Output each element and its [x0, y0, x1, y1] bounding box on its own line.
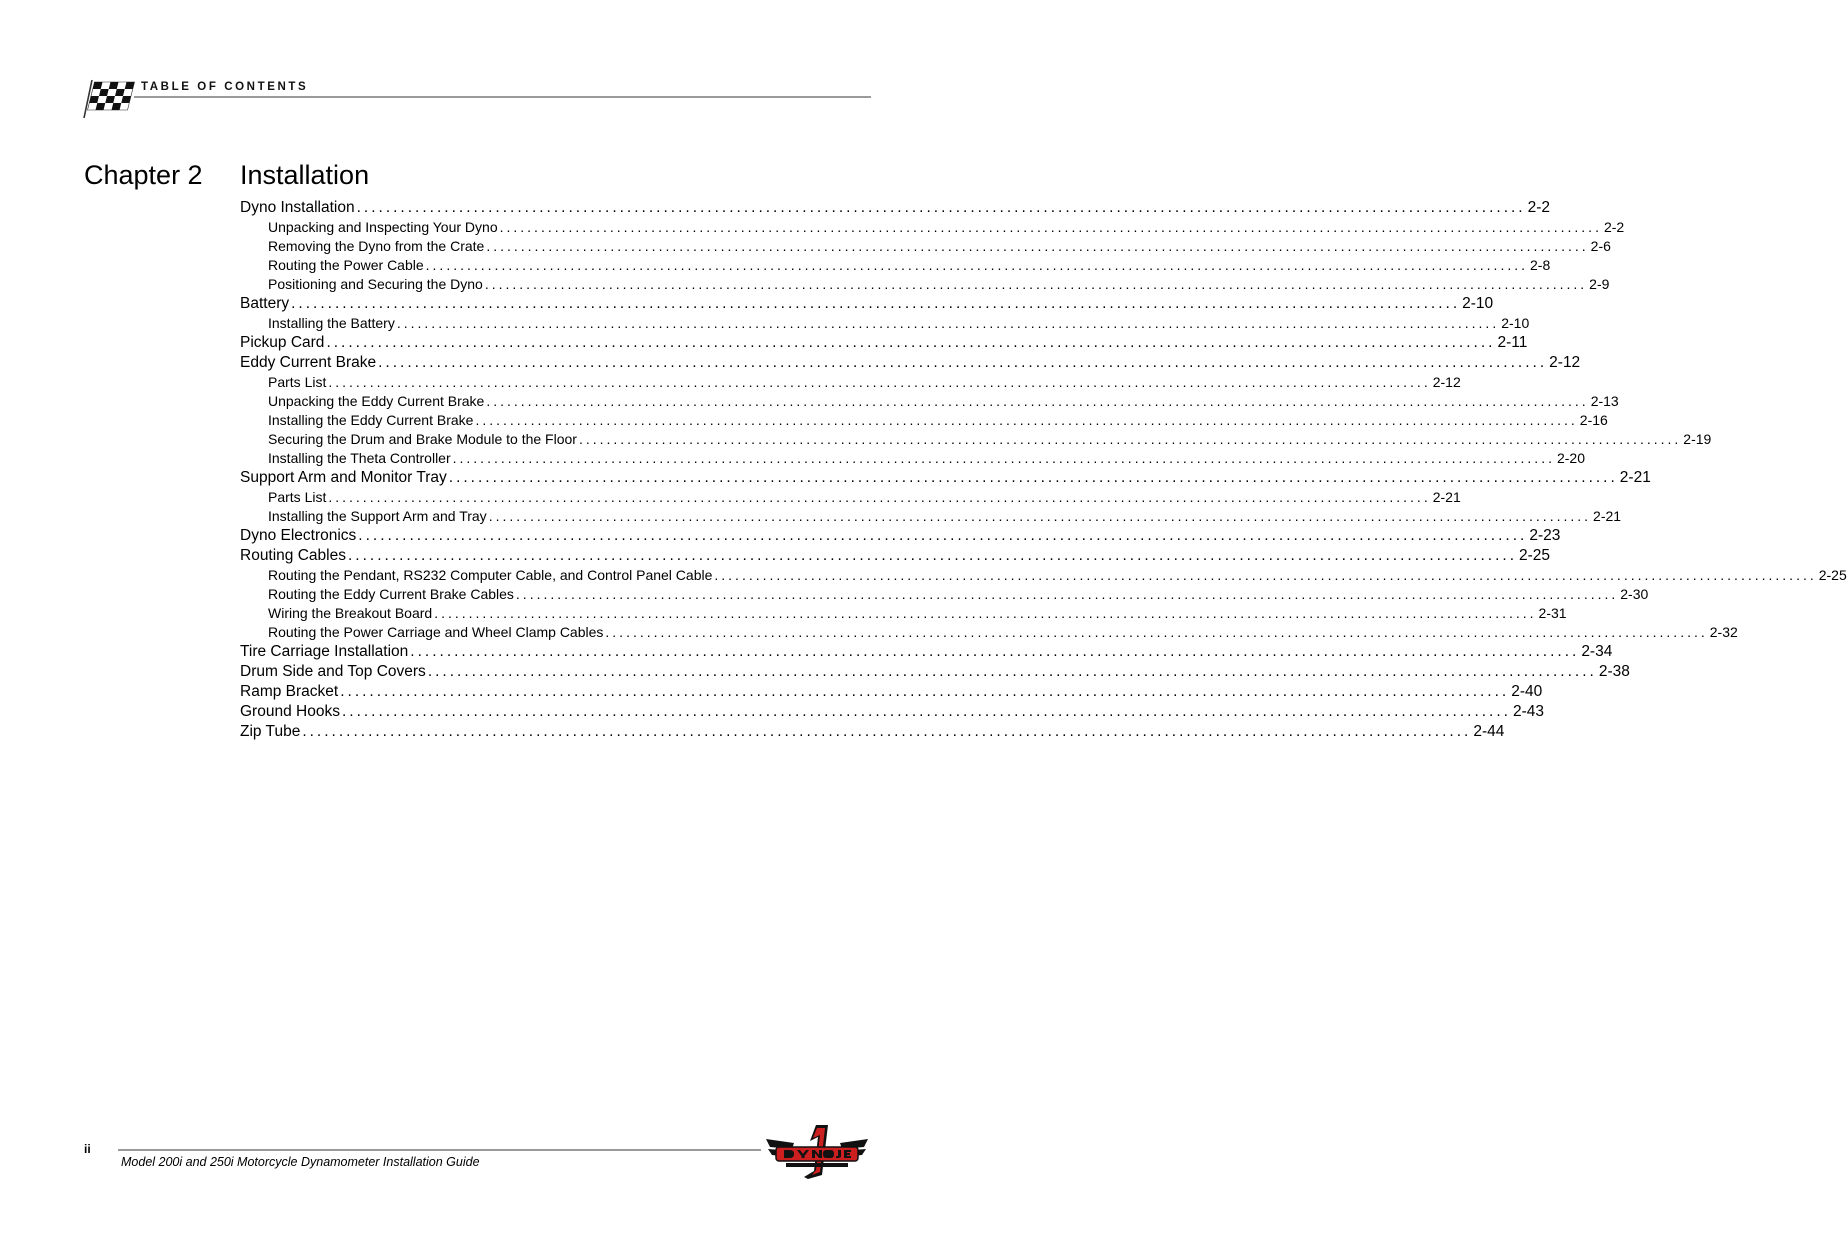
toc-entry-title: Parts List: [268, 489, 327, 505]
toc-entry-title: Support Arm and Monitor Tray: [240, 469, 447, 486]
toc-entry-page: 2-8: [1530, 257, 1551, 273]
toc-entry-page: 2-23: [1529, 527, 1561, 544]
toc-leader-dots: ................................................................................................................................................................: [328, 489, 1431, 505]
toc-entry[interactable]: [240, 507, 1622, 526]
toc-leader-dots: ................................................................................................................................................................: [358, 527, 1528, 544]
toc-leader-dots: ................................................................................................................................................................: [356, 199, 1526, 216]
toc-entry-page: 2-11: [1497, 334, 1528, 351]
toc-entry[interactable]: [240, 642, 1613, 662]
toc-entry-title: Ramp Bracket: [240, 683, 339, 700]
toc-leader-dots: ................................................................................................................................................................: [515, 586, 1619, 602]
toc-entry[interactable]: [240, 722, 1505, 742]
toc-leader-dots: ................................................................................................................................................................: [578, 431, 1682, 447]
toc-entry-title: Tire Carriage Installation: [240, 643, 409, 660]
toc-list: [240, 198, 1847, 742]
toc-entry-title: Parts List: [268, 374, 327, 390]
toc-leader-dots: ................................................................................................................................................................: [486, 238, 1589, 254]
toc-entry-title: Wiring the Breakout Board: [268, 605, 433, 621]
chapter-title: Installation: [240, 160, 370, 190]
toc-entry-page: 2-31: [1538, 605, 1567, 621]
toc-entry[interactable]: [240, 662, 1630, 682]
toc-entry-page: 2-30: [1620, 586, 1649, 602]
toc-entry[interactable]: [240, 275, 1610, 294]
checkered-flag-icon: [80, 76, 134, 120]
toc-entry-title: Installing the Theta Controller: [268, 450, 451, 466]
toc-entry-page: 2-38: [1598, 663, 1630, 680]
header-divider: [134, 96, 871, 98]
toc-entry[interactable]: [240, 373, 1461, 392]
toc-leader-dots: ................................................................................................................................................................: [486, 393, 1589, 409]
toc-entry-title: Pickup Card: [240, 334, 325, 351]
toc-entry[interactable]: [240, 430, 1712, 449]
toc-entry-title: Eddy Current Brake: [240, 354, 377, 371]
toc-entry[interactable]: [240, 604, 1567, 623]
toc-entry-title: Routing the Eddy Current Brake Cables: [268, 586, 514, 602]
toc-leader-dots: ................................................................................................................................................................: [484, 276, 1588, 292]
toc-entry[interactable]: [240, 411, 1608, 430]
toc-entry-title: Ground Hooks: [240, 703, 340, 720]
toc-leader-dots: ................................................................................................................................................................: [291, 295, 1461, 312]
dynojet-logo-icon: [764, 1121, 870, 1183]
toc-leader-dots: ................................................................................................................................................................: [425, 257, 1528, 273]
toc-entry-page: 2-25: [1519, 547, 1551, 564]
toc-leader-dots: ................................................................................................................................................................: [452, 450, 1555, 466]
toc-entry-title: Unpacking the Eddy Current Brake: [268, 393, 485, 409]
toc-entry-title: Installing the Eddy Current Brake: [268, 412, 474, 428]
toc-entry[interactable]: [240, 353, 1581, 373]
toc-entry-title: Routing the Power Carriage and Wheel Clamp Cables: [268, 624, 604, 640]
toc-leader-dots: ................................................................................................................................................................: [605, 624, 1708, 640]
toc-entry-title: Routing the Power Cable: [268, 257, 424, 273]
toc-entry[interactable]: [240, 218, 1625, 237]
toc-entry-title: Dyno Installation: [240, 199, 355, 216]
toc-entry-title: Removing the Dyno from the Crate: [268, 238, 485, 254]
footer-doc-title: Model 200i and 250i Motorcycle Dynamometer Installation Guide: [121, 1155, 480, 1169]
toc-entry[interactable]: [240, 468, 1651, 488]
toc-leader-dots: ................................................................................................................................................................: [499, 219, 1602, 235]
toc-entry-page: 2-19: [1683, 431, 1712, 447]
toc-entry-title: Dyno Electronics: [240, 527, 357, 544]
toc-entry[interactable]: [240, 585, 1649, 604]
toc-leader-dots: ................................................................................................................................................................: [427, 663, 1597, 680]
toc-entry-title: Installing the Support Arm and Tray: [268, 508, 487, 524]
header-label: TABLE OF CONTENTS: [141, 81, 309, 93]
toc-entry[interactable]: [240, 256, 1551, 275]
toc-leader-dots: ................................................................................................................................................................: [448, 469, 1618, 486]
toc-entry-page: 2-12: [1432, 374, 1461, 390]
toc-entry-page: 2-10: [1501, 315, 1530, 331]
toc-entry[interactable]: [240, 392, 1619, 411]
toc-entry[interactable]: [240, 702, 1545, 722]
toc-entry-page: 2-21: [1593, 508, 1622, 524]
toc-entry-page: 2-10: [1462, 295, 1494, 312]
toc-entry-page: 2-43: [1512, 703, 1545, 720]
toc-entry-page: 2-6: [1590, 238, 1611, 254]
toc-entry[interactable]: [240, 237, 1611, 256]
toc-entry-page: 2-13: [1590, 393, 1619, 409]
toc-leader-dots: ................................................................................................................................................................: [396, 315, 1500, 331]
toc-entry-page: 2-32: [1709, 624, 1738, 640]
toc-entry-title: Battery: [240, 295, 290, 312]
toc-leader-dots: ................................................................................................................................................................: [714, 567, 1817, 583]
toc-leader-dots: ................................................................................................................................................................: [340, 683, 1510, 700]
toc-entry-title: Positioning and Securing the Dyno: [268, 276, 483, 292]
toc-entry-page: 2-9: [1589, 276, 1610, 292]
toc-entry-page: 2-40: [1511, 683, 1543, 700]
toc-leader-dots: ................................................................................................................................................................: [434, 605, 1537, 621]
toc-entry-title: Zip Tube: [240, 723, 301, 740]
toc-entry[interactable]: [240, 546, 1551, 566]
toc-entry[interactable]: [240, 198, 1551, 218]
toc-entry[interactable]: [240, 682, 1543, 702]
toc-leader-dots: ................................................................................................................................................................: [347, 547, 1518, 564]
toc-entry[interactable]: [240, 294, 1494, 314]
toc-entry-page: 2-21: [1432, 489, 1461, 505]
chapter-number: Chapter 2: [84, 160, 203, 190]
toc-entry-page: 2-25: [1818, 567, 1847, 583]
toc-entry[interactable]: [240, 526, 1561, 546]
toc-leader-dots: ................................................................................................................................................................: [410, 643, 1580, 660]
toc-leader-dots: ................................................................................................................................................................: [302, 723, 1472, 740]
toc-entry[interactable]: [240, 623, 1738, 642]
toc-entry[interactable]: [240, 566, 1847, 585]
toc-leader-dots: ................................................................................................................................................................: [475, 412, 1578, 428]
toc-entry-page: 2-20: [1556, 450, 1585, 466]
toc-leader-dots: ................................................................................................................................................................: [488, 508, 1592, 524]
toc-entry-page: 2-44: [1473, 723, 1505, 740]
toc-entry-page: 2-2: [1527, 199, 1551, 216]
toc-entry-page: 2-12: [1549, 354, 1581, 371]
toc-entry[interactable]: [240, 449, 1585, 468]
toc-entry[interactable]: [240, 333, 1528, 353]
toc-entry-page: 2-21: [1619, 469, 1651, 486]
toc-entry-page: 2-2: [1603, 219, 1625, 235]
toc-leader-dots: ................................................................................................................................................................: [378, 354, 1548, 371]
toc-leader-dots: ................................................................................................................................................................: [328, 374, 1431, 390]
toc-entry-title: Drum Side and Top Covers: [240, 663, 426, 680]
toc-leader-dots: ................................................................................................................................................................: [341, 703, 1511, 720]
footer-page-number: ii: [84, 1142, 91, 1156]
toc-leader-dots: ................................................................................................................................................................: [326, 334, 1496, 351]
toc-entry[interactable]: [240, 488, 1461, 507]
toc-entry-title: Routing Cables: [240, 547, 346, 564]
toc-entry-page: 2-16: [1579, 412, 1608, 428]
toc-entry-title: Routing the Pendant, RS232 Computer Cable, and Control Panel Cable: [268, 567, 713, 583]
footer-divider: [118, 1149, 761, 1151]
toc-entry[interactable]: [240, 314, 1530, 333]
toc-entry-title: Unpacking and Inspecting Your Dyno: [268, 219, 498, 235]
toc-entry-page: 2-34: [1581, 643, 1613, 660]
toc-entry-title: Securing the Drum and Brake Module to the Floor: [268, 431, 577, 447]
toc-entry-title: Installing the Battery: [268, 315, 395, 331]
